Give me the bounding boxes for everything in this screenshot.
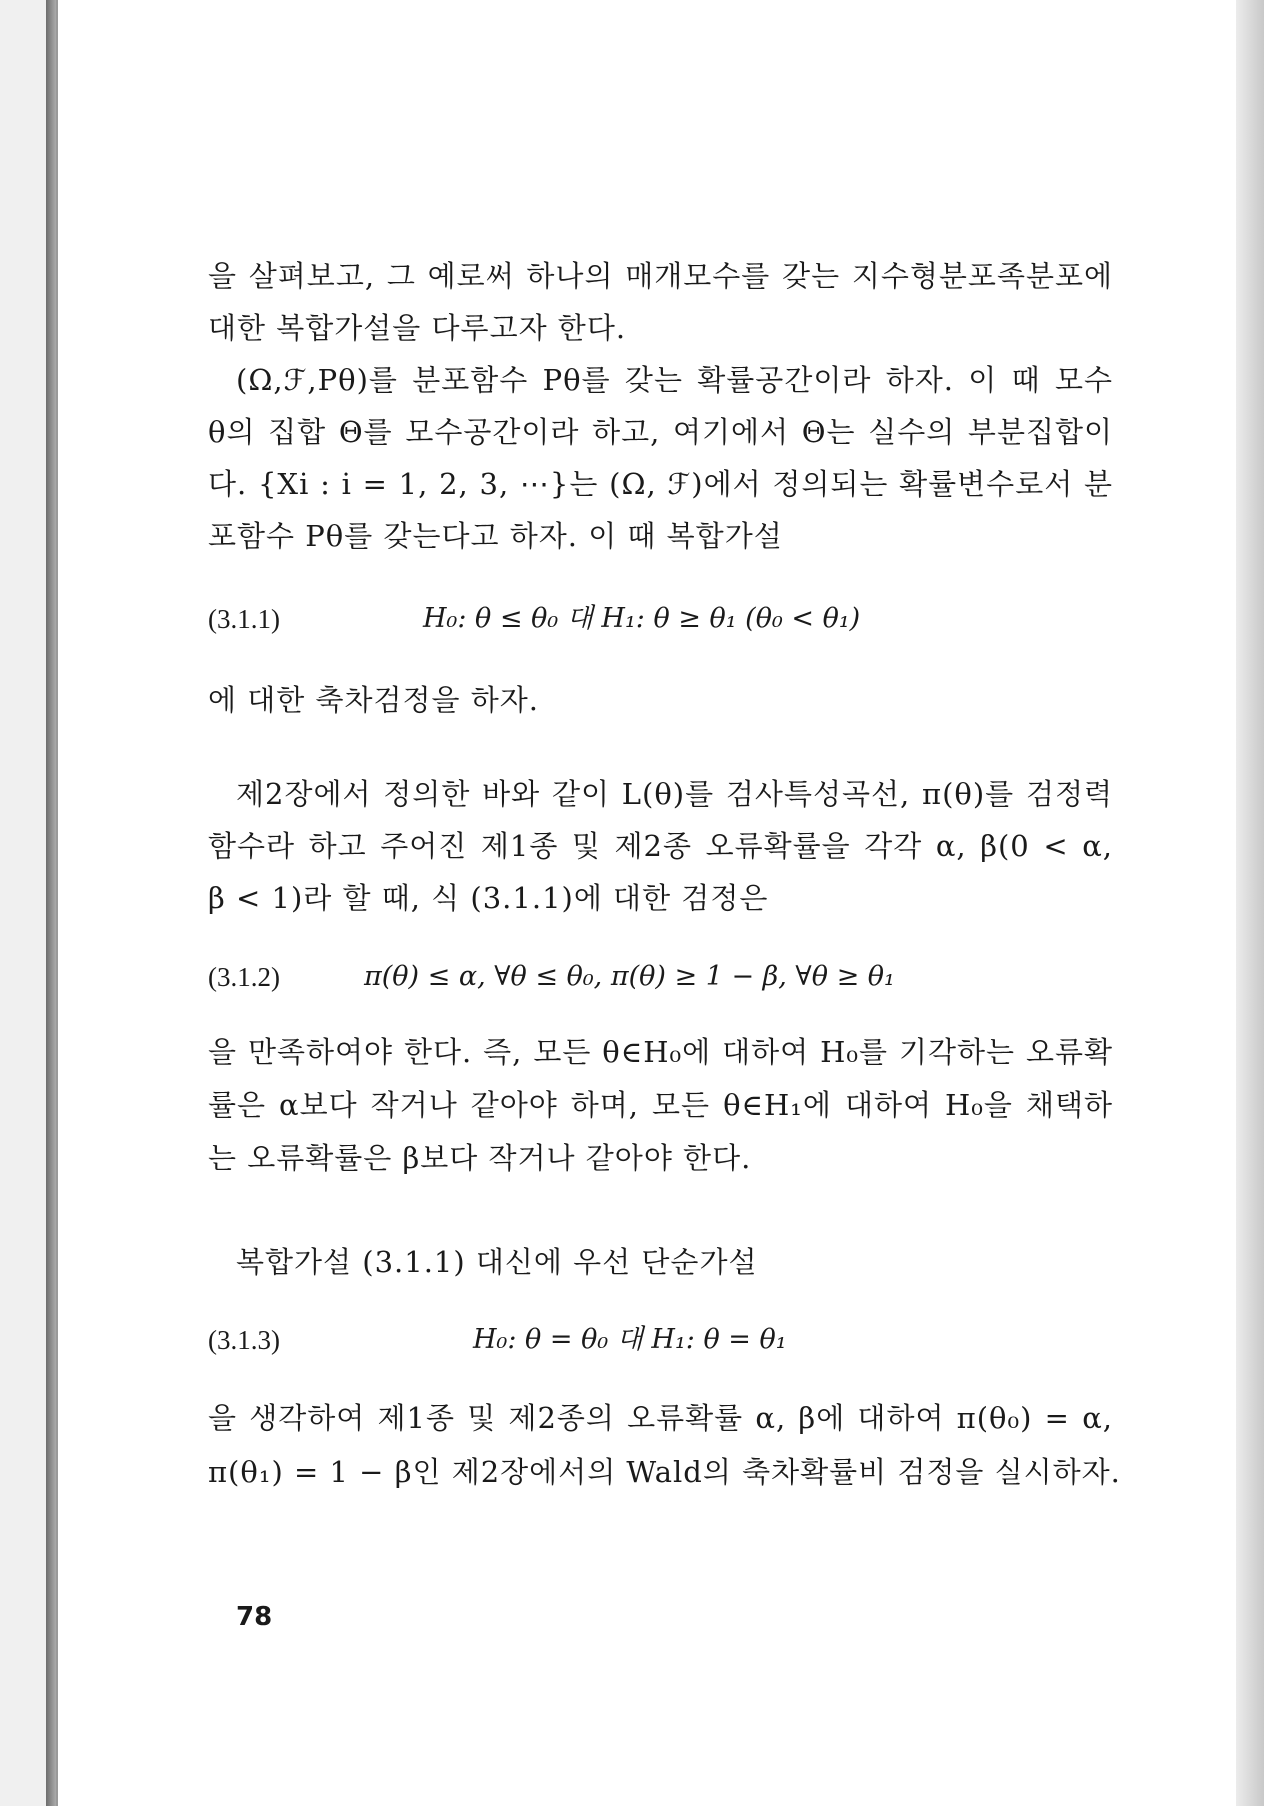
equation-body: H₀: θ ≤ θ₀ 대 H₁: θ ≥ θ₁ (θ₀ < θ₁) [423,603,861,634]
text-line: 을 만족하여야 한다. 즉, 모든 θ∈H₀에 대하여 H₀를 기각하는 오류확 [208,1035,1113,1069]
text-line: θ의 집합 Θ를 모수공간이라 하고, 여기에서 Θ는 실수의 부분집합이 [208,415,1113,449]
text-line: 복합가설 (3.1.1) 대신에 우선 단순가설 [236,1245,758,1279]
text-line: 률은 α보다 작거나 같아야 하며, 모든 θ∈H₁에 대하여 H₀을 채택하 [208,1088,1113,1122]
equation-number: (3.1.1) [208,604,280,634]
text-line: 함수라 하고 주어진 제1종 및 제2종 오류확률을 각각 α, β(0 < α, [208,829,1113,863]
text-line: (Ω,ℱ,Pθ)를 분포함수 Pθ를 갖는 확률공간이라 하자. 이 때 모수 [236,363,1113,397]
text-line: 을 살펴보고, 그 예로써 하나의 매개모수를 갖는 지수형분포족분포에 [208,259,1113,293]
page-number: 78 [236,1602,273,1632]
text-line: 대한 복합가설을 다루고자 한다. [208,311,627,345]
equation-number: (3.1.3) [208,1325,280,1355]
equation-body: π(θ) ≤ α, ∀θ ≤ θ₀, π(θ) ≥ 1 − β, ∀θ ≥ θ₁ [364,961,895,992]
text-line: 제2장에서 정의한 바와 같이 L(θ)를 검사특성곡선, π(θ)를 검정력 [236,777,1113,811]
equation-number: (3.1.2) [208,962,280,992]
text-line: β < 1)라 할 때, 식 (3.1.1)에 대한 검정은 [208,881,769,915]
page-right-edge [1236,0,1264,1806]
text-line: 는 오류확률은 β보다 작거나 같아야 한다. [208,1141,752,1175]
text-line: π(θ₁) = 1 − β인 제2장에서의 Wald의 축차확률비 검정을 실시하자. [208,1455,1121,1489]
text-line: 포함수 Pθ를 갖는다고 하자. 이 때 복합가설 [208,519,783,553]
text-line: 에 대한 축차검정을 하자. [208,683,540,717]
text-line: 다. {Xi : i = 1, 2, 3, ⋯}는 (Ω, ℱ)에서 정의되는 확률변수로서 분 [208,467,1113,501]
equation-body: H₀: θ = θ₀ 대 H₁: θ = θ₁ [473,1324,787,1355]
text-line: 을 생각하여 제1종 및 제2종의 오류확률 α, β에 대하여 π(θ₀) = α, [208,1401,1113,1435]
